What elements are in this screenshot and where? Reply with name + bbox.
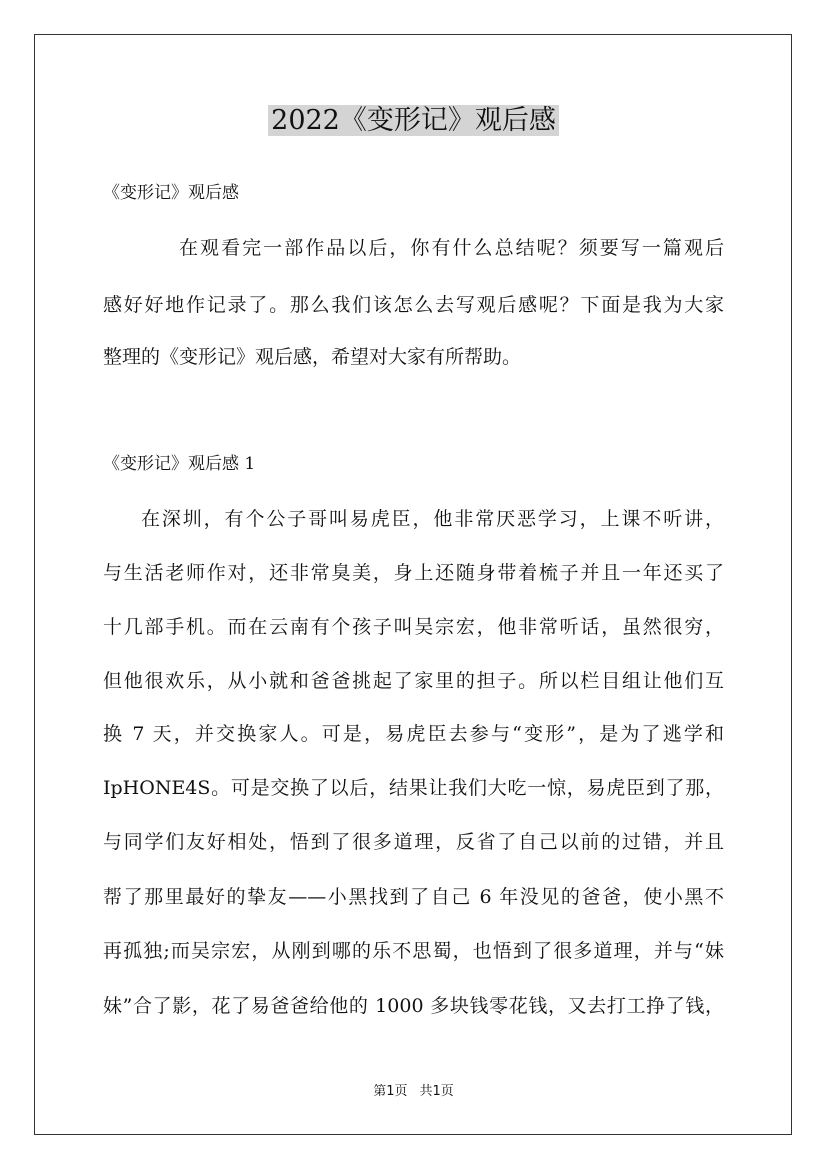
- intro-line-2: 感好好地作记录了。那么我们该怎么去写观后感呢？下面是我为大家: [103, 294, 724, 316]
- section1-line-5: 换 7 天，并交换家人。可是，易虎臣去参与“变形”，是为了逃学和: [103, 723, 724, 745]
- section1-line-9: 再孤独;而吴宗宏，从刚到哪的乐不思蜀，也悟到了很多道理，并与“妹: [103, 940, 724, 962]
- intro-line-3: 整理的《变形记》观后感，希望对大家有所帮助。: [103, 346, 522, 368]
- intro-heading: 《变形记》观后感: [103, 183, 239, 203]
- page-number: 第1页: [373, 1084, 408, 1099]
- section1-line-1: 在深圳，有个公子哥叫易虎臣，他非常厌恶学习，上课不听讲，: [141, 508, 724, 530]
- section1-line-8: 帮了那里最好的挚友——小黑找到了自己 6 年没见的爸爸，使小黑不: [103, 886, 724, 908]
- document-title-text: 2022《变形记》观后感: [268, 105, 559, 136]
- page-total: 共1页: [419, 1084, 454, 1099]
- section1-line-4: 但他很欢乐，从小就和爸爸挑起了家里的担子。所以栏目组让他们互: [103, 670, 724, 692]
- page-footer: [0, 1083, 827, 1101]
- intro-line-1: 在观看完一部作品以后，你有什么总结呢？须要写一篇观后: [179, 237, 724, 259]
- section1-line-3: 十几部手机。而在云南有个孩子叫吴宗宏，他非常听话，虽然很穷，: [103, 616, 724, 638]
- section1-line-10: 妹”合了影，花了易爸爸给他的 1000 多块钱零花钱，又去打工挣了钱，: [103, 995, 724, 1017]
- section1-line-6: IpHONE4S。可是交换了以后，结果让我们大吃一惊，易虎臣到了那，: [103, 777, 724, 799]
- document-title: [0, 101, 827, 141]
- section1-line-7: 与同学们友好相处，悟到了很多道理，反省了自己以前的过错，并且: [103, 831, 724, 853]
- section1-line-2: 与生活老师作对，还非常臭美，身上还随身带着梳子并且一年还买了: [103, 562, 724, 584]
- section1-heading: 《变形记》观后感 1: [103, 454, 256, 474]
